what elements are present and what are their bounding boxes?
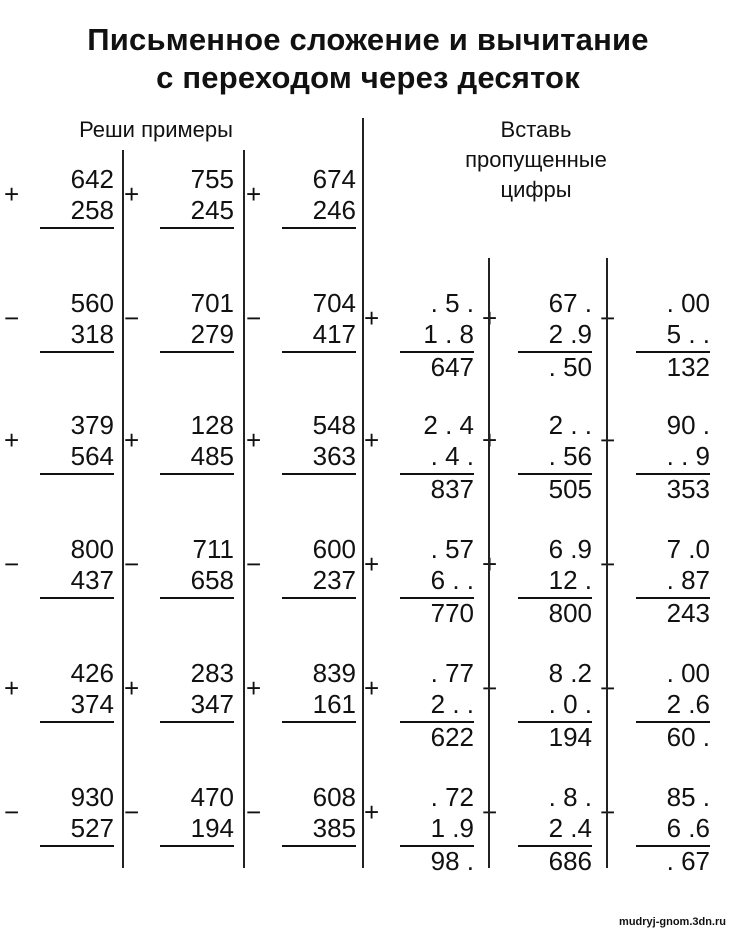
operator-sign: + (246, 673, 262, 703)
result-value: 505 (548, 474, 592, 504)
result-value: 243 (666, 598, 710, 628)
first-operand: 711 (192, 534, 234, 564)
first-operand: 930 (70, 782, 114, 812)
second-operand: 246 (312, 195, 356, 225)
arithmetic-problem (600, 782, 710, 882)
first-operand: . 72 (430, 782, 474, 812)
operator-sign: + (364, 425, 380, 455)
first-operand: 674 (312, 164, 356, 194)
sum-line (282, 721, 356, 723)
sum-line (160, 721, 234, 723)
right-header-line: пропущенные (465, 147, 607, 172)
second-operand: 385 (312, 813, 356, 843)
second-operand: . 0 . (548, 689, 592, 719)
second-operand: 2 .4 (548, 813, 592, 843)
arithmetic-problem (4, 534, 114, 634)
sum-line (282, 845, 356, 847)
arithmetic-problem (4, 164, 114, 264)
arithmetic-problem (246, 410, 356, 510)
sum-line (160, 597, 234, 599)
second-operand: 437 (70, 565, 114, 595)
second-operand: . 56 (548, 441, 592, 471)
site-watermark: mudryj-gnom.3dn.ru (619, 916, 726, 928)
arithmetic-problem (4, 782, 114, 882)
first-operand: 608 (312, 782, 356, 812)
second-operand: 2 .9 (548, 319, 592, 349)
operator-sign: + (246, 425, 262, 455)
sum-line (160, 473, 234, 475)
first-operand: . 5 . (430, 288, 474, 318)
arithmetic-problem (124, 658, 234, 758)
first-operand: 8 .2 (548, 658, 592, 688)
arithmetic-problem (482, 410, 592, 510)
first-operand: 470 (190, 782, 234, 812)
arithmetic-problem (364, 782, 474, 882)
first-operand: . 00 (666, 288, 710, 318)
second-operand: 12 . (548, 565, 592, 595)
arithmetic-problem (4, 658, 114, 758)
arithmetic-problem (246, 534, 356, 634)
second-operand: 194 (190, 813, 234, 843)
operator-sign: − (4, 549, 20, 579)
page-title-line-2: с переходом через десяток (156, 60, 580, 95)
arithmetic-problem (600, 288, 710, 388)
sum-line (40, 473, 114, 475)
operator-sign: − (600, 673, 616, 703)
second-operand: 258 (70, 195, 114, 225)
sum-line (40, 845, 114, 847)
column-divider (606, 258, 608, 868)
arithmetic-problem (600, 534, 710, 634)
result-value: 194 (548, 722, 592, 752)
result-value: 647 (430, 352, 474, 382)
result-value: . 50 (548, 352, 592, 382)
second-operand: 485 (190, 441, 234, 471)
arithmetic-problem (482, 658, 592, 758)
result-value: 60 . (666, 722, 710, 752)
first-operand: 704 (312, 288, 356, 318)
sum-line (282, 473, 356, 475)
operator-sign: + (4, 673, 20, 703)
first-operand: 283 (190, 658, 234, 688)
first-operand: 548 (312, 410, 356, 440)
second-operand: 417 (312, 319, 356, 349)
sum-line (40, 597, 114, 599)
first-operand: 642 (70, 164, 114, 194)
second-operand: 237 (312, 565, 356, 595)
arithmetic-problem (364, 288, 474, 388)
arithmetic-problem (482, 782, 592, 882)
first-operand: 6 .9 (548, 534, 592, 564)
operator-sign: + (364, 303, 380, 333)
sum-line (282, 597, 356, 599)
sum-line (160, 845, 234, 847)
first-operand: 426 (70, 658, 114, 688)
operator-sign: − (482, 797, 498, 827)
first-operand: 379 (70, 410, 114, 440)
arithmetic-problem (124, 782, 234, 882)
arithmetic-problem (600, 410, 710, 510)
arithmetic-problem (482, 534, 592, 634)
arithmetic-problem (364, 534, 474, 634)
second-operand: 1 .9 (430, 813, 474, 843)
arithmetic-problem (246, 288, 356, 388)
second-operand: 2 . . (430, 689, 474, 719)
arithmetic-problem (124, 410, 234, 510)
arithmetic-problem (364, 410, 474, 510)
first-operand: 128 (190, 410, 234, 440)
arithmetic-problem (124, 534, 234, 634)
arithmetic-problem (4, 288, 114, 388)
operator-sign: + (364, 797, 380, 827)
arithmetic-problem (364, 658, 474, 758)
operator-sign: − (600, 303, 616, 333)
operator-sign: + (124, 673, 140, 703)
column-divider (488, 258, 490, 868)
arithmetic-problem (246, 782, 356, 882)
operator-sign: − (124, 549, 140, 579)
operator-sign: + (482, 425, 498, 455)
arithmetic-problem (246, 658, 356, 758)
first-operand: 701 (190, 288, 234, 318)
column-divider (122, 150, 124, 868)
result-value: 132 (666, 352, 710, 382)
operator-sign: − (124, 797, 140, 827)
second-operand: . 4 . (430, 441, 474, 471)
result-value: 837 (430, 474, 474, 504)
operator-sign: − (600, 797, 616, 827)
first-operand: . 8 . (548, 782, 592, 812)
result-value: 770 (430, 598, 474, 628)
arithmetic-problem (124, 164, 234, 264)
operator-sign: − (482, 673, 498, 703)
result-value: 800 (548, 598, 592, 628)
right-section-header (400, 115, 672, 205)
second-operand: 161 (312, 689, 356, 719)
arithmetic-problem (4, 410, 114, 510)
right-header-line: цифры (500, 177, 572, 202)
second-operand: 6 .6 (666, 813, 710, 843)
second-operand: 347 (190, 689, 234, 719)
second-operand: 6 . . (430, 565, 474, 595)
operator-sign: − (246, 303, 262, 333)
operator-sign: + (4, 425, 20, 455)
sum-line (282, 351, 356, 353)
left-section-header: Реши примеры (79, 117, 233, 142)
second-operand: 245 (190, 195, 234, 225)
operator-sign: + (364, 673, 380, 703)
second-operand: 1 . 8 (423, 319, 474, 349)
second-operand: 5 . . (666, 319, 710, 349)
second-operand: 374 (70, 689, 114, 719)
arithmetic-problem (124, 288, 234, 388)
first-operand: 2 . 4 (423, 410, 474, 440)
sum-line (160, 351, 234, 353)
first-operand: . 57 (430, 534, 474, 564)
second-operand: 527 (70, 813, 114, 843)
sum-line (160, 227, 234, 229)
first-operand: 67 . (548, 288, 592, 318)
sum-line (40, 227, 114, 229)
right-header-line: Вставь (500, 117, 572, 142)
result-value: . 67 (666, 846, 710, 876)
sum-line (282, 227, 356, 229)
second-operand: 279 (190, 319, 234, 349)
second-operand: 658 (190, 565, 234, 595)
sum-line (40, 721, 114, 723)
operator-sign: − (124, 303, 140, 333)
operator-sign: − (4, 303, 20, 333)
first-operand: 800 (70, 534, 114, 564)
arithmetic-problem (482, 288, 592, 388)
result-value: 353 (666, 474, 710, 504)
operator-sign: − (600, 425, 616, 455)
result-value: 622 (430, 722, 474, 752)
operator-sign: − (246, 797, 262, 827)
first-operand: 839 (312, 658, 356, 688)
first-operand: . 77 (430, 658, 474, 688)
sum-line (40, 351, 114, 353)
result-value: 686 (548, 846, 592, 876)
second-operand: 318 (70, 319, 114, 349)
operator-sign: + (246, 179, 262, 209)
result-value: 98 . (430, 846, 474, 876)
operator-sign: − (600, 549, 616, 579)
operator-sign: − (4, 797, 20, 827)
operator-sign: + (124, 425, 140, 455)
first-operand: 85 . (666, 782, 710, 812)
column-divider (362, 118, 364, 868)
first-operand: 2 . . (548, 410, 592, 440)
page-title-line-1: Письменное сложение и вычитание (87, 22, 649, 57)
first-operand: 7 .0 (666, 534, 710, 564)
second-operand: . . 9 (666, 441, 710, 471)
first-operand: 560 (70, 288, 114, 318)
second-operand: 564 (70, 441, 114, 471)
operator-sign: + (482, 549, 498, 579)
arithmetic-problem (600, 658, 710, 758)
second-operand: . 87 (666, 565, 710, 595)
operator-sign: − (246, 549, 262, 579)
second-operand: 2 .6 (666, 689, 710, 719)
arithmetic-problem (246, 164, 356, 264)
first-operand: 90 . (666, 410, 710, 440)
second-operand: 363 (312, 441, 356, 471)
column-divider (243, 150, 245, 868)
operator-sign: + (124, 179, 140, 209)
first-operand: 600 (312, 534, 356, 564)
first-operand: . 00 (666, 658, 710, 688)
first-operand: 755 (190, 164, 234, 194)
operator-sign: + (482, 303, 498, 333)
operator-sign: + (4, 179, 20, 209)
operator-sign: + (364, 549, 380, 579)
